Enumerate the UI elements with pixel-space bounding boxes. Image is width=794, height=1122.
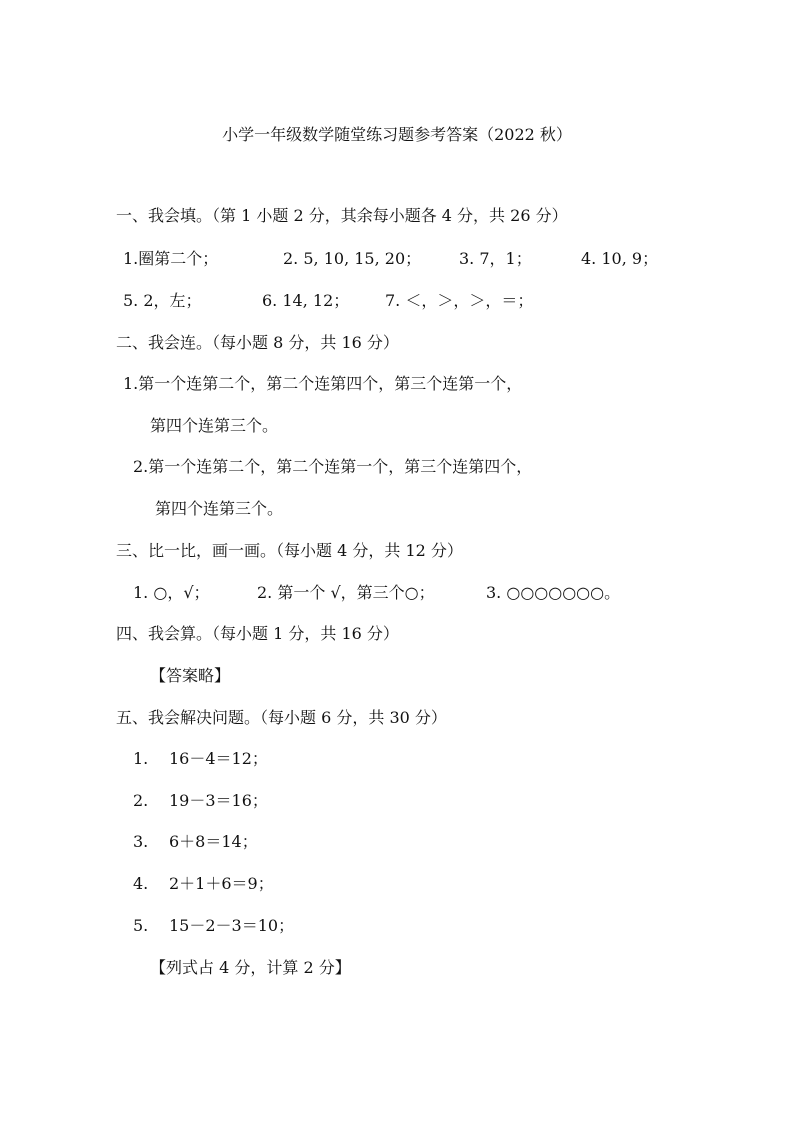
section-1-heading: 一、我会填。（第 1 小题 2 分，其余每小题各 4 分，共 26 分）	[116, 206, 568, 225]
answer-1-3: 3. 7，1；	[459, 249, 532, 268]
problem-item	[133, 748, 268, 770]
problem-number: 4.	[133, 874, 149, 893]
page-title: 小学一年级数学随堂练习题参考答案（2022 秋）	[222, 125, 572, 144]
problem-number: 1.	[133, 749, 149, 768]
answer-2-2-line2: 第四个连第三个。	[155, 499, 284, 518]
answer-3-2: 2. 第一个 √，第三个○；	[257, 583, 435, 602]
answer-3-3: 3. ○○○○○○○。	[486, 583, 621, 602]
answer-2-1-line2: 第四个连第三个。	[150, 416, 279, 435]
problem-expression: 2＋1＋6＝9；	[169, 874, 274, 893]
problem-expression: 6＋8＝14；	[169, 832, 258, 851]
problem-item	[133, 831, 258, 853]
answer-1-1: 1.圈第二个；	[123, 249, 219, 268]
answer-1-6: 6. 14, 12；	[262, 291, 350, 310]
section-4-note: 【答案略】	[150, 666, 231, 685]
answer-2-2-line1: 2.第一个连第二个，第二个连第一个，第三个连第四个，	[133, 457, 533, 476]
section-5-note: 【列式占 4 分，计算 2 分】	[150, 958, 351, 977]
problem-expression: 19－3＝16；	[169, 791, 268, 810]
problem-item	[133, 915, 294, 937]
problem-item	[133, 873, 274, 895]
answer-1-7: 7. ＜，＞，＞，＝；	[385, 291, 534, 310]
problem-expression: 16－4＝12；	[169, 749, 268, 768]
section-2-heading: 二、我会连。（每小题 8 分，共 16 分）	[116, 333, 399, 352]
answer-1-4: 4. 10, 9；	[581, 249, 659, 268]
problem-number: 3.	[133, 832, 149, 851]
section-4-heading: 四、我会算。（每小题 1 分，共 16 分）	[116, 624, 399, 643]
problem-number: 5.	[133, 916, 149, 935]
problem-expression: 15－2－3＝10；	[169, 916, 295, 935]
answer-1-5: 5. 2，左；	[123, 291, 202, 310]
problem-number: 2.	[133, 791, 149, 810]
section-3-heading: 三、比一比，画一画。（每小题 4 分，共 12 分）	[116, 541, 463, 560]
answer-2-1-line1: 1.第一个连第二个，第二个连第四个，第三个连第一个，	[123, 374, 523, 393]
problem-item	[133, 790, 268, 812]
section-5-heading: 五、我会解决问题。（每小题 6 分，共 30 分）	[116, 708, 447, 727]
answer-1-2: 2. 5, 10, 15, 20；	[283, 249, 422, 268]
answer-3-1: 1. ○，√；	[133, 583, 210, 602]
